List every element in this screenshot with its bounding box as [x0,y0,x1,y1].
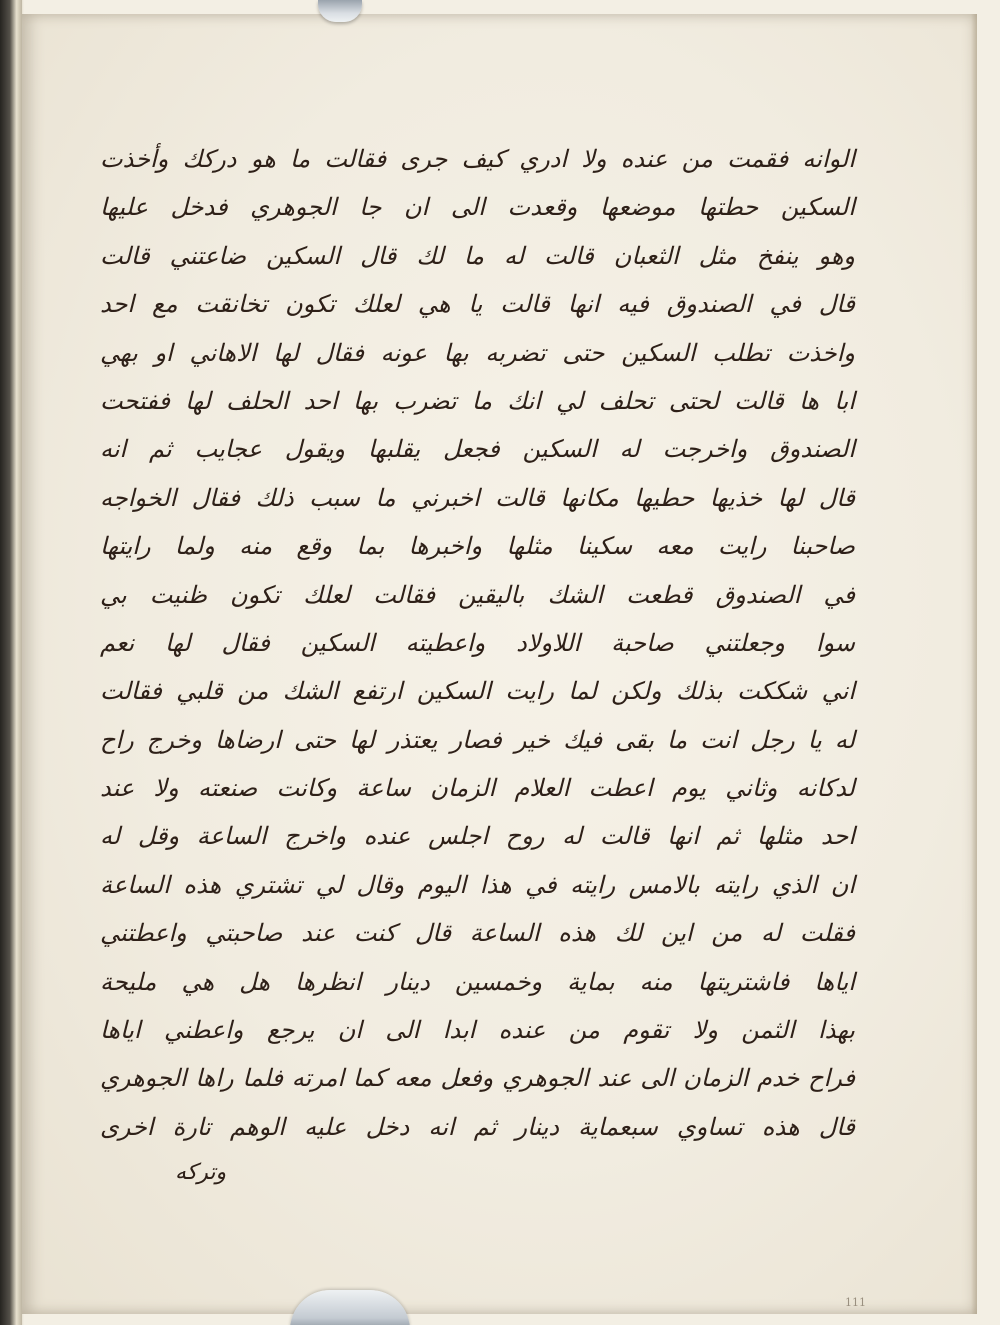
text-line: لدكانه وثاني يوم اعطت العلام الزمان ساعة وكانت صنعته ولا عند [100,774,855,803]
text-line: سوا وجعلتني صاحبة اللاولاد واعطيته السكين فقال لها نعم [100,628,855,657]
text-line: ابا ها قالت لحتى تحلف لي انك ما تضرب بها احد الحلف لها ففتحت [100,386,855,415]
text-line: الوانه فقمت من عنده ولا ادري كيف جرى فقالت ما هو دركك وأخذت [100,145,855,173]
text-line: السكين حطتها موضعها وقعدت الى ان جا الجوهري فدخل عليها [100,193,855,222]
text-line: قال هذه تساوي سبعماية دينار ثم انه دخل عليه الوهم تارة اخرى [100,1112,855,1141]
text-line: فراح خدم الزمان الى عند الجوهري وفعل معه كما امرته فلما راها الجوهري [100,1064,855,1093]
manuscript-text-block [100,135,855,1151]
text-line: في الصندوق قطعت الشك باليقين فقالت لعلك تكون ظنيت بي [100,580,855,609]
text-line: فقلت له من اين لك هذه الساعة قال كنت عند صاحبتي واعطتني [100,919,856,948]
text-line: اياها فاشتريتها منه بماية وخمسين دينار انظرها هل هي مليحة [100,967,855,996]
text-line: بهذا الثمن ولا تقوم من عنده ابدا الى ان يرجع واعطني اياها [100,1016,855,1045]
text-line: له يا رجل انت ما بقى فيك خير فصار يعتذر لها حتى ارضاها وخرج راح [100,725,856,754]
catchword: وتركه [175,1160,227,1185]
folio-number: 111 [845,1296,866,1309]
text-line: قال لها خذيها حطيها مكانها قالت اخبرني ما سبب ذلك فقال الخواجه [100,483,856,512]
text-line: اني شككت بذلك ولكن لما رايت السكين ارتفع الشك من قلبي فقالت [100,677,855,706]
text-line: وهو ينفخ مثل الثعبان قالت له ما لك قال السكين ضاعتني قالت [100,241,855,270]
text-line: الصندوق واخرجت له السكين فجعل يقلبها ويقول عجايب ثم انه [100,435,855,464]
text-line: ان الذي رايته بالامس رايته في هذا اليوم وقال لي تشتري هذه الساعة [100,870,855,899]
text-line: قال في الصندوق فيه انها قالت يا هي لعلك تكون تخانقت مع احد [100,290,855,319]
text-line: احد مثلها ثم انها قالت له روح اجلس عنده واخرج الساعة وقل له [100,822,855,851]
text-line: صاحبنا رايت معه سكينا مثلها واخبرها بما وقع منه ولما رايتها [100,532,855,561]
page-edge-shadow [971,14,977,1314]
binding-edge [0,0,22,1325]
text-line: واخذت تطلب السكين حتى تضربه بها عونه فقال لها الاهاني او بهي [100,338,855,367]
